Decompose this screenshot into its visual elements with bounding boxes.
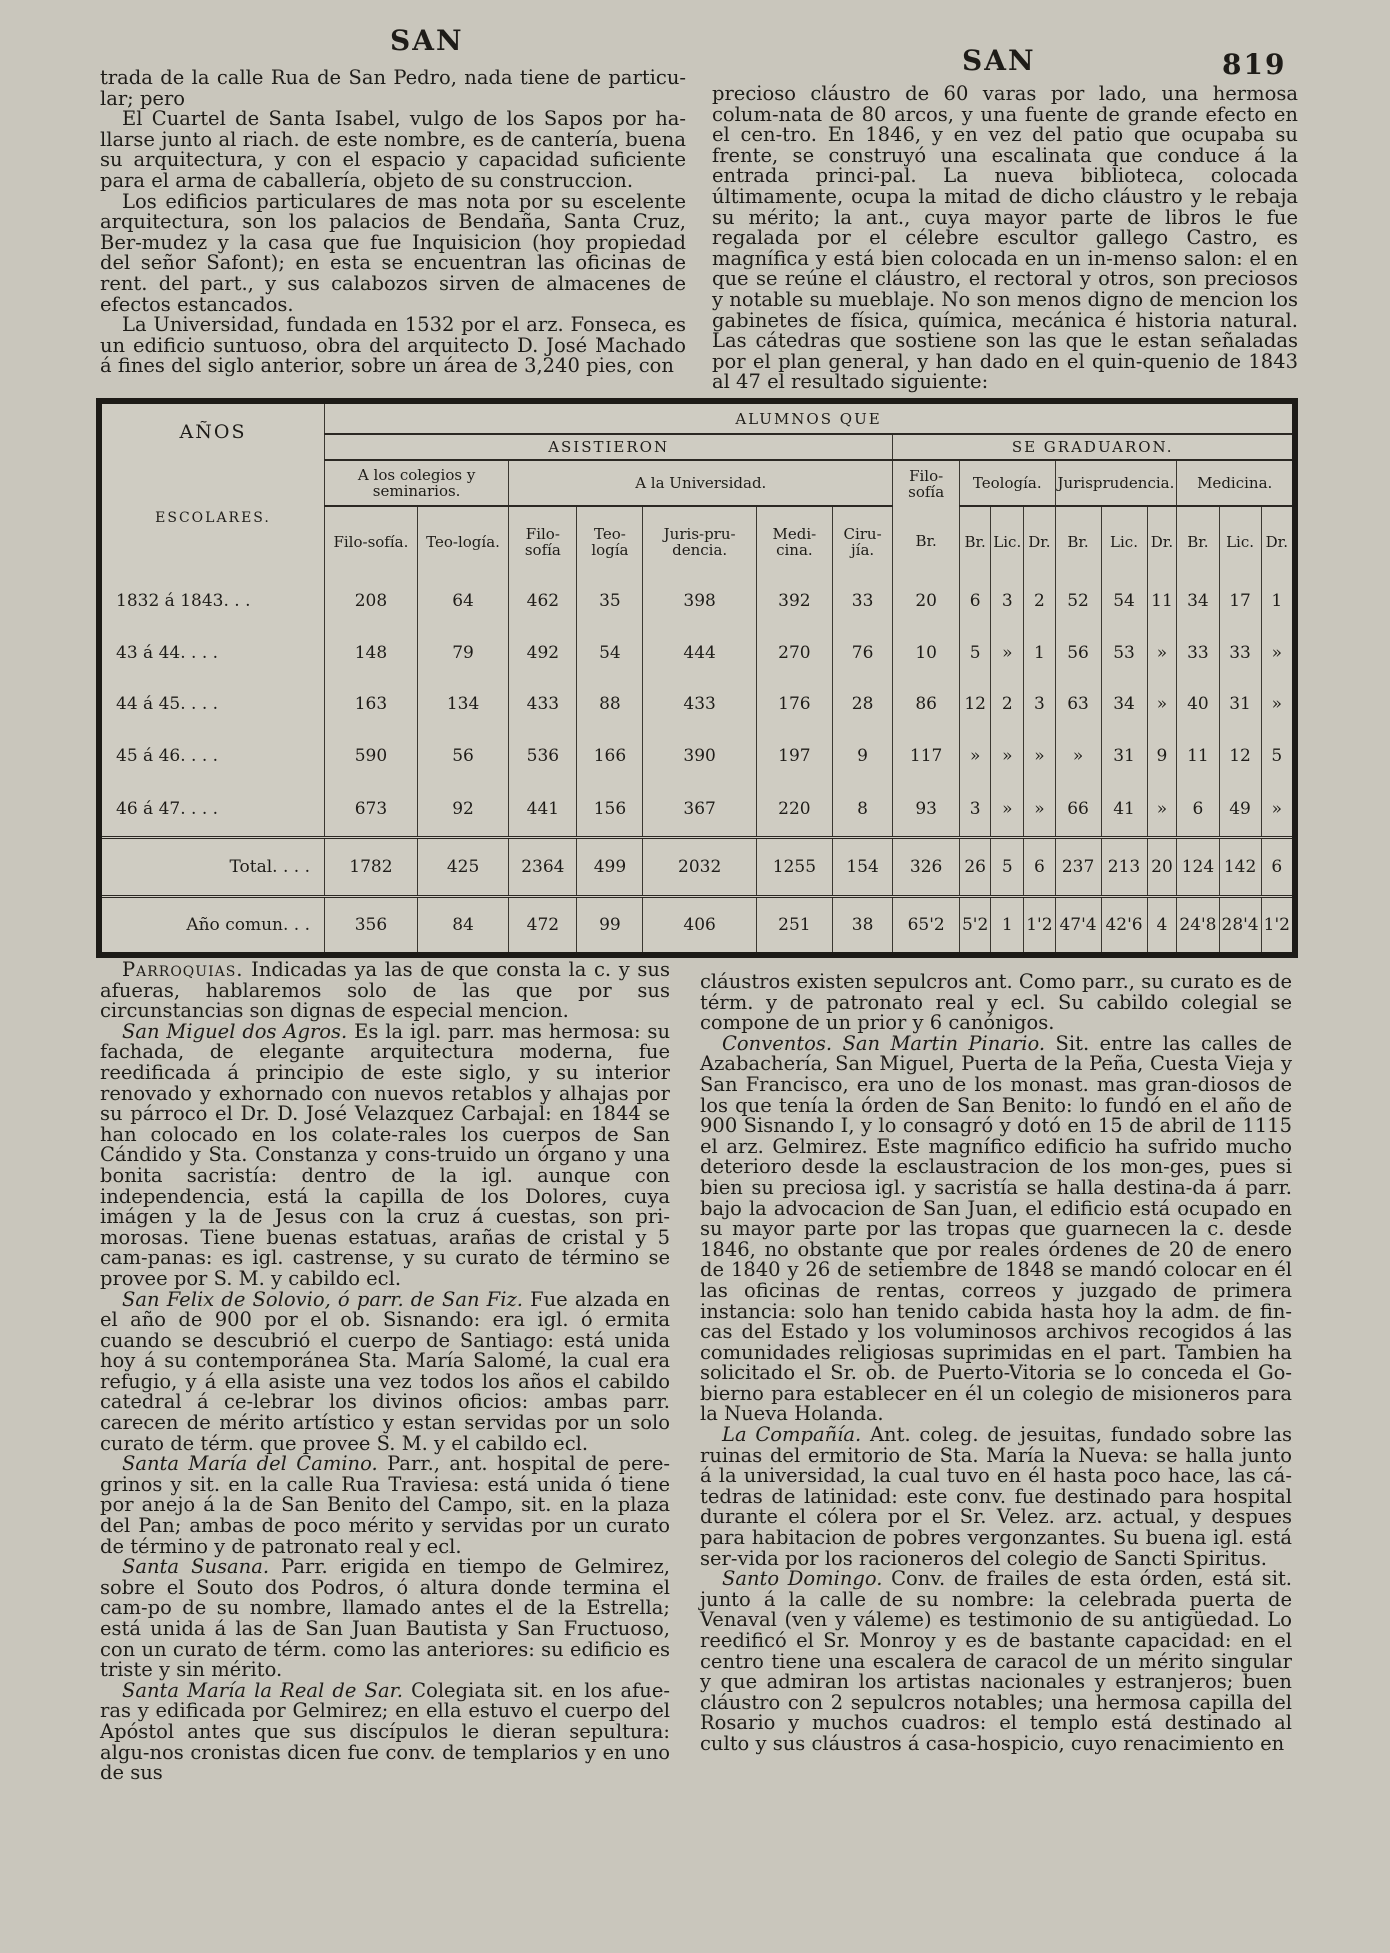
table-cell: 38 [832, 897, 892, 952]
table-cell: » [991, 782, 1024, 837]
escolares-header [102, 460, 325, 576]
table-cell: 76 [832, 628, 892, 680]
table-cell: 406 [643, 897, 757, 952]
table-cell: 444 [643, 628, 757, 680]
table-cell: 251 [756, 897, 832, 952]
alumnos-header: ALUMNOS QUE [325, 404, 1293, 434]
table-cell: 10 [893, 628, 960, 680]
table-cell: 12 [959, 679, 990, 731]
graduaron-header: SE GRADUARON. [893, 434, 1292, 460]
table-cell: 462 [509, 576, 577, 628]
table-cell: » [1024, 731, 1055, 783]
column-header: Lic. [1219, 506, 1261, 576]
paragraph-lead: Parroquias. [122, 958, 244, 981]
paragraph [700, 1425, 1292, 1569]
paragraph-lead: Conventos. San Martin Pinario. [722, 1031, 1046, 1055]
jurisprudencia-header: Jurisprudencia. [1055, 460, 1177, 506]
enrollment-table [102, 404, 1292, 952]
table-cell: 220 [756, 782, 832, 837]
paragraph-text: Colegiata sit. en los afue-ras y edificada por Gelmirez; en ella estuvo el cuerpo del Apóstol antes que sus discípulos le dieran sepultura: algu-nos cronistas dicen fue conv. de templarios y en uno de sus [100, 1678, 670, 1785]
table-cell: 49 [1219, 782, 1261, 837]
paragraph [100, 1678, 670, 1785]
table-cell: 9 [832, 731, 892, 783]
table-cell: » [991, 628, 1024, 680]
column-header: Br. [959, 506, 990, 576]
table-cell: 6 [1261, 838, 1292, 897]
table-cell: 441 [509, 782, 577, 837]
table-cell: 79 [417, 628, 508, 680]
table-cell: 47'4 [1055, 897, 1101, 952]
table-cell: 142 [1219, 838, 1261, 897]
paragraph [100, 1557, 670, 1681]
total-row-label: Total. . . . [102, 838, 325, 897]
table-cell: 92 [417, 782, 508, 837]
table-cell: 1 [1261, 576, 1292, 628]
table-cell: 66 [1055, 782, 1101, 837]
table-cell: 197 [756, 731, 832, 783]
year-cell: 45 á 46. . . . [116, 746, 219, 767]
paragraph-text: Parr., ant. hospital de pere-grinos y sit. en la calle Rua Traviesa: está unida ó tiene por anejo á la de San Benito del Campo, sit. en la plaza del Pan; ambas de poco mérito y servidas por un curato de término y de patronato real y ecl. [100, 1452, 670, 1558]
paragraph: trada de la calle Rua de San Pedro, nada tiene de particu-lar; pero [100, 66, 686, 110]
running-head-right: SAN [962, 44, 1036, 77]
table-cell: 28'4 [1219, 897, 1261, 952]
table-cell: 124 [1177, 838, 1219, 897]
table-cell: 392 [756, 576, 832, 628]
table-row [102, 731, 1292, 783]
table-cell: 270 [756, 628, 832, 680]
table-cell: 9 [1147, 731, 1177, 783]
table-cell: 34 [1177, 576, 1219, 628]
table-cell: 54 [1101, 576, 1147, 628]
table-cell: 134 [417, 679, 508, 731]
table-cell: 154 [832, 838, 892, 897]
paragraph: El Cuartel de Santa Isabel, vulgo de los Sapos por ha-llarse junto al riach. de este nombre, es de cantería, buena su arquitectura, y con el espacio y capacidad suficiente para el arma de caballería, objeto de su construccion. [100, 107, 686, 192]
table-cell: 56 [417, 731, 508, 783]
paragraph-text: Parr. erigida en tiempo de Gelmirez, sobre el Souto dos Podros, ó altura donde termina el cam-po de su nombre, llamado antes el de la Estrella; está unida á las de San Juan Bautista y San Fructuoso, con un curato de térm. como las anteriores: su edificio es triste y sin mérito. [100, 1555, 670, 1682]
bottom-right-column [700, 972, 1292, 1755]
table-cell: 28 [832, 679, 892, 731]
column-header: Br. [893, 506, 960, 576]
table-cell: 6 [959, 576, 990, 628]
table-cell: 54 [577, 628, 643, 680]
colegios-header: A los colegios y seminarios. [325, 460, 509, 506]
table-cell: » [959, 731, 990, 783]
page-number: 819 [1222, 48, 1287, 81]
column-header: Lic. [1101, 506, 1147, 576]
table-cell: 213 [1101, 838, 1147, 897]
table-cell: 24'8 [1177, 897, 1219, 952]
column-header: Juris-pru-dencia. [643, 506, 757, 576]
table-cell: 117 [893, 731, 960, 783]
table-cell: 42'6 [1101, 897, 1147, 952]
column-header: Lic. [991, 506, 1024, 576]
table-row [102, 576, 1292, 628]
medicina-header: Medicina. [1177, 460, 1292, 506]
paragraph-text: Es la igl. parr. mas hermosa: su fachada, de elegante arquitectura moderna, fue reedificada á principio de este siglo, y su interior renovado y exhornado con nuevos retablos y alhajas por su párroco el Dr. D. José Velazquez Carbajal: en 1844 se han colocado en los colate-rales los cuerpos de San Cándido y Sta. Constanza y cons-truido un órgano y una bonita sacristía: dentro de la igl. aunque con independencia, está la capilla de los Dolores, cuya imágen y la de Jesus con la cruz á cuestas, son pri-morosas. Tiene buenas estatuas, arañas de cristal y 5 cam-panas: es igl. castrense, y su curato de término se provee por S. M. y cabildo ecl. [100, 1019, 671, 1290]
table-cell: 64 [417, 576, 508, 628]
table-cell: 176 [756, 679, 832, 731]
column-header: Filo-sofía. [325, 506, 418, 576]
table-cell: 33 [1219, 628, 1261, 680]
table-cell: 2364 [509, 838, 577, 897]
paragraph-lead: Santa María del Camino. [122, 1452, 378, 1476]
paragraph [100, 1287, 670, 1455]
paragraph [100, 1019, 671, 1290]
column-header: Br. [1055, 506, 1101, 576]
table-cell: 1255 [756, 838, 832, 897]
year-cell: 1832 á 1843. . . [116, 591, 251, 612]
table-cell: 8 [832, 782, 892, 837]
table-cell: 93 [893, 782, 960, 837]
years-header [102, 404, 325, 460]
table-cell: 99 [577, 897, 643, 952]
year-cell: 46 á 47. . . . [116, 798, 219, 819]
table-cell: 41 [1101, 782, 1147, 837]
paragraph-text: Ant. coleg. de jesuitas, fundado sobre las ruinas del ermitorio de Sta. María la Nueva: se halla junto á la universidad, la cual tuvo en él hasta poco hace, las cá-tedras de latinidad: este conv. fue destinado para hospital durante el cólera por el Sr. Velez. arz. actual, y despues para habitacion de pobres vergonzantes. Su buena igl. está ser-vida por los racioneros del colegio de Sancti Spiritus. [700, 1423, 1293, 1570]
table-cell: 65'2 [893, 897, 960, 952]
table-cell: » [1261, 679, 1292, 731]
column-header: Br. [1177, 506, 1219, 576]
table-cell: 26 [959, 838, 990, 897]
table-cell: 1 [991, 897, 1024, 952]
table-cell: 63 [1055, 679, 1101, 731]
table-cell: 166 [577, 731, 643, 783]
table-cell: 35 [577, 576, 643, 628]
universidad-header: A la Universidad. [509, 460, 893, 506]
paragraph-text: Indicadas ya las de que consta la c. y sus afueras, hablaremos solo de las que por sus circunstancias son dignas de especial mencion. [100, 958, 670, 1023]
paragraph-lead: Santa Susana. [122, 1555, 270, 1579]
table-cell: 492 [509, 628, 577, 680]
total-row [102, 838, 1292, 897]
table-cell: 33 [1177, 628, 1219, 680]
table-cell: 398 [643, 576, 757, 628]
table-cell: 5'2 [959, 897, 990, 952]
table-cell: 673 [325, 782, 418, 837]
table-cell: 1 [1024, 628, 1055, 680]
table-cell: 11 [1177, 731, 1219, 783]
top-right-column [712, 84, 1298, 393]
table-cell: 163 [325, 679, 418, 731]
table-cell: 86 [893, 679, 960, 731]
top-left-column [100, 68, 686, 377]
table-cell: » [1055, 731, 1101, 783]
table-cell: 1782 [325, 838, 418, 897]
table-cell: 53 [1101, 628, 1147, 680]
column-header: Dr. [1024, 506, 1055, 576]
table-cell: » [1147, 679, 1177, 731]
paragraph-text: Sit. entre las calles de Azabachería, San Miguel, Puerta de la Peña, Cuesta Vieja y San Francisco, era uno de los monast. mas gran-diosos de los que tenía la órden de San Benito: lo fundó en el año de 900 Sisnando I, y lo consagró y dotó en 15 de abril de 1115 el arz. Gelmirez. Este magnífico edificio ha sufrido mucho deterioro desde la esclaustracion de los mon-ges, pues si bien su preciosa igl. y sacristía se halla destina-da á parr. bajo la advocacion de San Juan, el edificio está ocupado en su mayor parte por las tropas que guarnecen la c. desde 1846, no obstante que por reales órdenes de 20 de enero de 1840 y 26 de setiembre de 1848 se mandó colocar en él las oficinas de rentas, correos y juzgado de primera instancia: solo han tenido cabida hasta hoy la adm. de fin-cas del Estado y los voluminosos archivos recogidos á las comunidades religiosas suprimidas en el part. Tambien ha solicitado el Sr. ob. de Puerto-Vitoria se lo conceda el Go-bierno para establecer en él un colegio de misioneros para la Nueva Holanda. [700, 1031, 1292, 1426]
table-cell: 52 [1055, 576, 1101, 628]
table-cell: 11 [1147, 576, 1177, 628]
paragraph [100, 960, 670, 1022]
table-cell: 326 [893, 838, 960, 897]
table-cell: 1'2 [1024, 897, 1055, 952]
teologia-header: Teología. [959, 460, 1055, 506]
paragraph: precioso cláustro de 60 varas por lado, una hermosa colum-nata de 80 arcos, y una fuente de grande efecto en el cen-tro. En 1846, y en vez del patio que ocupaba su frente, se construyó una escalinata que conduce á la entrada princi-pal. La nueva biblioteca, colocada últimamente, ocupa la mitad de dicho cláustro y le rebaja su mérito; la ant., cuya mayor parte de libros le fue regalada por el célebre escultor gallego Castro, es magnífica y está bien colocada en un in-menso salon: el en que se reúne el cláustro, el rectoral y otros, son preciosos y notable su mueblaje. No son menos digno de mencion los gabinetes de física, química, mecánica é historia natural. Las cátedras que sostiene son las que le estan señaladas por el plan general, y han dado en el quin-quenio de 1843 al 47 el resultado siguiente: [712, 82, 1298, 394]
paragraph-lead: Santo Domingo. [722, 1567, 883, 1591]
table-cell: 499 [577, 838, 643, 897]
paragraph-text: Fue alzada en el año de 900 por el ob. Sisnando: era igl. ó ermita cuando se descubrió el cuerpo de Santiago: está unida hoy á su contemporánea Sta. María Salomé, la cual era refugio, y á ella asiste una vez todos los años el cabildo catedral á ce-lebrar los divinos oficios: ambas parr. carecen de mérito artístico y estan servidas por un solo curato de térm. que provee S. M. y el cabildo ecl. [100, 1287, 670, 1455]
table-cell: 6 [1177, 782, 1219, 837]
table-cell: 425 [417, 838, 508, 897]
table-cell: 31 [1219, 679, 1261, 731]
table-cell: 390 [643, 731, 757, 783]
table-cell: 237 [1055, 838, 1101, 897]
paragraph [700, 972, 1292, 1034]
filosofia-grad-header: Filo-sofía [893, 460, 960, 506]
table-cell: 56 [1055, 628, 1101, 680]
paragraph-text: cláustros existen sepulcros ant. Como parr., su curato es de térm. y de patronato real y ecl. Su cabildo colegial se compone de un prior y 6 canónigos. [700, 970, 1292, 1035]
paragraph [100, 1454, 670, 1557]
paragraph-lead: La Compañía. [722, 1423, 862, 1447]
table-cell: 1'2 [1261, 897, 1292, 952]
paragraph-lead: San Miguel dos Agros. [122, 1019, 348, 1043]
table-cell: » [1261, 628, 1292, 680]
paragraph-lead: Santa María la Real de Sar. [122, 1678, 403, 1702]
year-cell: 43 á 44. . . . [116, 642, 219, 663]
paragraph-text: Conv. de frailes de esta órden, está sit. junto á la calle de su nombre: la celebrada puerta de Venaval (ven y váleme) es testimonio de su antigüedad. Lo reedificó el Sr. Monroy y es de bastante capacidad: en el centro tiene una escalera de caracol de un mérito singular y que admiran los artistas nacionales y estranjeros; buen cláustro con 2 sepulcros notables; una hermosa capilla del Rosario y muchos cuadros: el templo está destinado al culto y sus cláustros á casa-hospicio, cuyo renacimiento en [700, 1567, 1293, 1755]
table-cell: 4 [1147, 897, 1177, 952]
table-cell: 356 [325, 897, 418, 952]
bottom-left-column [100, 960, 670, 1784]
column-header: Filo-sofía [509, 506, 577, 576]
paragraph-lead: San Felix de Solovio, ó parr. de San Fiz. [122, 1287, 523, 1311]
table-cell: 5 [991, 838, 1024, 897]
table-cell: 148 [325, 628, 418, 680]
table-cell: 5 [1261, 731, 1292, 783]
table-row [102, 628, 1292, 680]
column-header: Dr. [1147, 506, 1177, 576]
table-cell: 20 [893, 576, 960, 628]
table-cell: 433 [643, 679, 757, 731]
average-row [102, 897, 1292, 952]
table-cell: » [991, 731, 1024, 783]
table-body [102, 576, 1292, 952]
column-header: Medi-cina. [756, 506, 832, 576]
table-cell: 6 [1024, 838, 1055, 897]
table-row [102, 782, 1292, 837]
table-cell: 40 [1177, 679, 1219, 731]
table-cell: 5 [959, 628, 990, 680]
paragraph: La Universidad, fundada en 1532 por el arz. Fonseca, es un edificio suntuoso, obra del arquitecto D. José Machado á fines del siglo anterior, sobre un área de 3,240 pies, con [100, 313, 686, 378]
running-head-left: SAN [390, 24, 464, 57]
paragraph [700, 1031, 1292, 1426]
table-cell: 2032 [643, 838, 757, 897]
table-cell: 17 [1219, 576, 1261, 628]
table-cell: 3 [991, 576, 1024, 628]
table-cell: 208 [325, 576, 418, 628]
table-cell: 34 [1101, 679, 1147, 731]
table-cell: 156 [577, 782, 643, 837]
table-cell: » [1147, 628, 1177, 680]
column-header: Teo-logía. [417, 506, 508, 576]
table-cell: 31 [1101, 731, 1147, 783]
average-row-label: Año comun. . . [102, 897, 325, 952]
table-cell: 3 [1024, 679, 1055, 731]
table-cell: 12 [1219, 731, 1261, 783]
years-label: AÑOS [179, 421, 247, 443]
table-cell: 33 [832, 576, 892, 628]
table-cell: 88 [577, 679, 643, 731]
table-cell: 84 [417, 897, 508, 952]
year-cell: 44 á 45. . . . [116, 694, 219, 715]
escolares-label: ESCOLARES. [155, 510, 271, 526]
column-header: Teo-logía [577, 506, 643, 576]
table-row [102, 679, 1292, 731]
table-cell: 3 [959, 782, 990, 837]
enrollment-table-frame [96, 398, 1298, 958]
table-cell: 433 [509, 679, 577, 731]
paragraph [700, 1569, 1292, 1754]
asistieron-header: ASISTIERON [325, 434, 893, 460]
column-header: Ciru-jía. [832, 506, 892, 576]
table-cell: 20 [1147, 838, 1177, 897]
table-cell: » [1147, 782, 1177, 837]
paragraph: Los edificios particulares de mas nota por su escelente arquitectura, son los palacios de Bendaña, Santa Cruz, Ber-mudez y la casa que fue Inquisicion (hoy propiedad del señor Safont); en esta se encuentran las oficinas de rent. del part., y sus calabozos sirven de almacenes de efectos estancados. [100, 189, 686, 316]
table-cell: 590 [325, 731, 418, 783]
column-header: Dr. [1261, 506, 1292, 576]
table-cell: 2 [1024, 576, 1055, 628]
table-cell: 472 [509, 897, 577, 952]
table-cell: » [1024, 782, 1055, 837]
table-cell: » [1261, 782, 1292, 837]
table-cell: 367 [643, 782, 757, 837]
table-cell: 2 [991, 679, 1024, 731]
table-cell: 536 [509, 731, 577, 783]
